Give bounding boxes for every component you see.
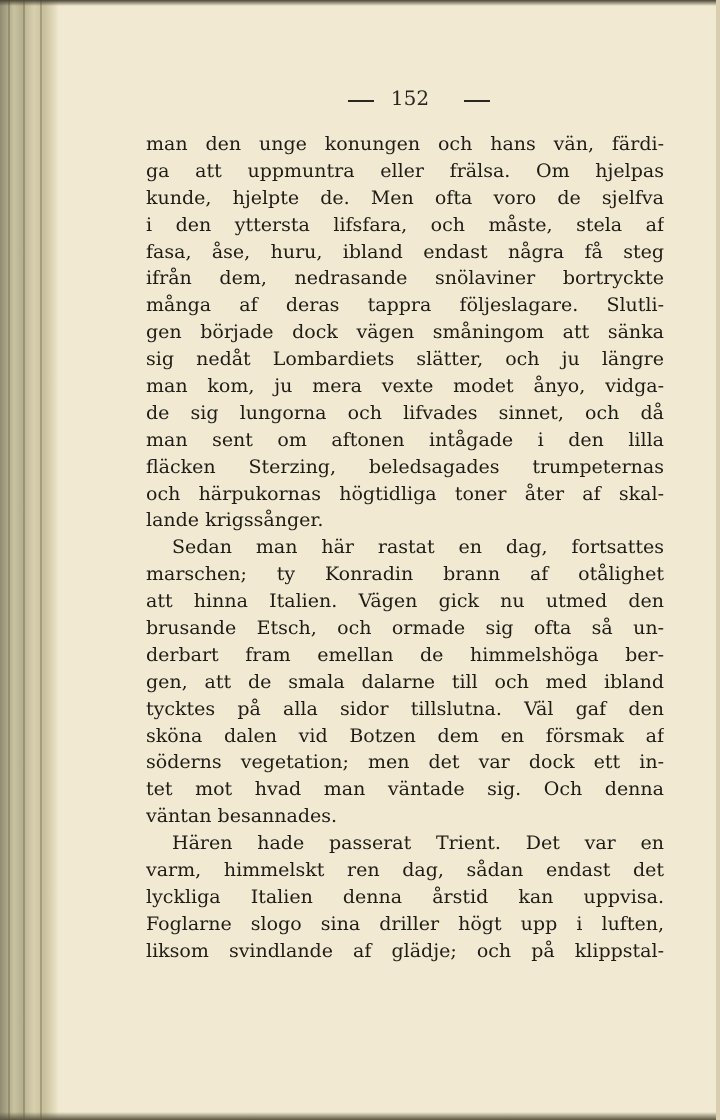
text-line: fläcken Sterzing, beledsagades trumpeternas (146, 455, 664, 478)
text-line: brusande Etsch, och ormade sig ofta så un- (146, 617, 664, 640)
text-line: Foglarne slogo sina driller högt upp i luften, (146, 912, 664, 935)
page-bottom-edge (0, 1112, 720, 1120)
text-line: tet mot hvad man väntade sig. Och denna (146, 778, 664, 801)
gutter-shadow-line (23, 0, 25, 1120)
text-line: och härpukornas högtidliga toner åter af skal- (146, 482, 664, 505)
text-line: ga att uppmuntra eller frälsa. Om hjelpas (146, 159, 664, 182)
text-line: sig nedåt Lombardiets slätter, och ju längre (146, 348, 664, 371)
paragraph-start-line: Hären hade passerat Trient. Det var en (172, 832, 664, 855)
text-line: sköna dalen vid Botzen dem en försmak af (146, 724, 664, 747)
text-line: många af deras tappra följeslagare. Slutli- (146, 294, 664, 317)
paragraph-end-line: lande krigssånger. (146, 509, 324, 532)
text-line: gen började dock vägen småningom att sänka (146, 321, 664, 344)
text-line: tycktes på alla sidor tillslutna. Väl gaf den (146, 697, 664, 720)
text-line: fasa, åse, huru, ibland endast några få steg (146, 240, 664, 263)
text-line: varm, himmelskt ren dag, sådan endast det (146, 859, 664, 882)
text-line: ifrån dem, nedrasande snölaviner bortryckte (146, 267, 664, 290)
book-spine-gutter (0, 0, 58, 1120)
header-dash-right (464, 100, 490, 102)
page-number: 152 (390, 86, 430, 110)
text-line: man sent om aftonen intågade i den lilla (146, 428, 664, 451)
text-line: söderns vegetation; men det var dock ett in- (146, 751, 664, 774)
text-line: lyckliga Italien denna årstid kan uppvisa. (146, 885, 664, 908)
page-top-edge (0, 0, 720, 6)
gutter-shadow-line (8, 0, 10, 1120)
text-line: derbart fram emellan de himmelshöga ber- (146, 643, 664, 666)
gutter-shadow-line (40, 0, 42, 1120)
paragraph-end-line: väntan besannades. (146, 805, 338, 828)
text-line: man kom, ju mera vexte modet ånyo, vidga- (146, 375, 664, 398)
text-line: att hinna Italien. Vägen gick nu utmed den (146, 590, 664, 613)
text-line: gen, att de smala dalarne till och med ibland (146, 670, 664, 693)
page-header (330, 86, 490, 116)
page-right-edge (716, 0, 720, 1120)
text-line: liksom svindlande af glädje; och på klippstal- (146, 939, 664, 962)
text-line: man den unge konungen och hans vän, färdi- (146, 133, 664, 155)
text-line: kunde, hjelpte de. Men ofta voro de sjelfva (146, 186, 664, 209)
body-text (146, 131, 664, 965)
text-line: marschen; ty Konradin brann af otålighet (146, 563, 664, 586)
text-line: i den yttersta lifsfara, och måste, stela af (146, 213, 664, 236)
paragraph-start-line: Sedan man här rastat en dag, fortsattes (172, 536, 664, 559)
header-dash-left (348, 100, 374, 102)
text-line: de sig lungorna och lifvades sinnet, och då (146, 401, 664, 424)
